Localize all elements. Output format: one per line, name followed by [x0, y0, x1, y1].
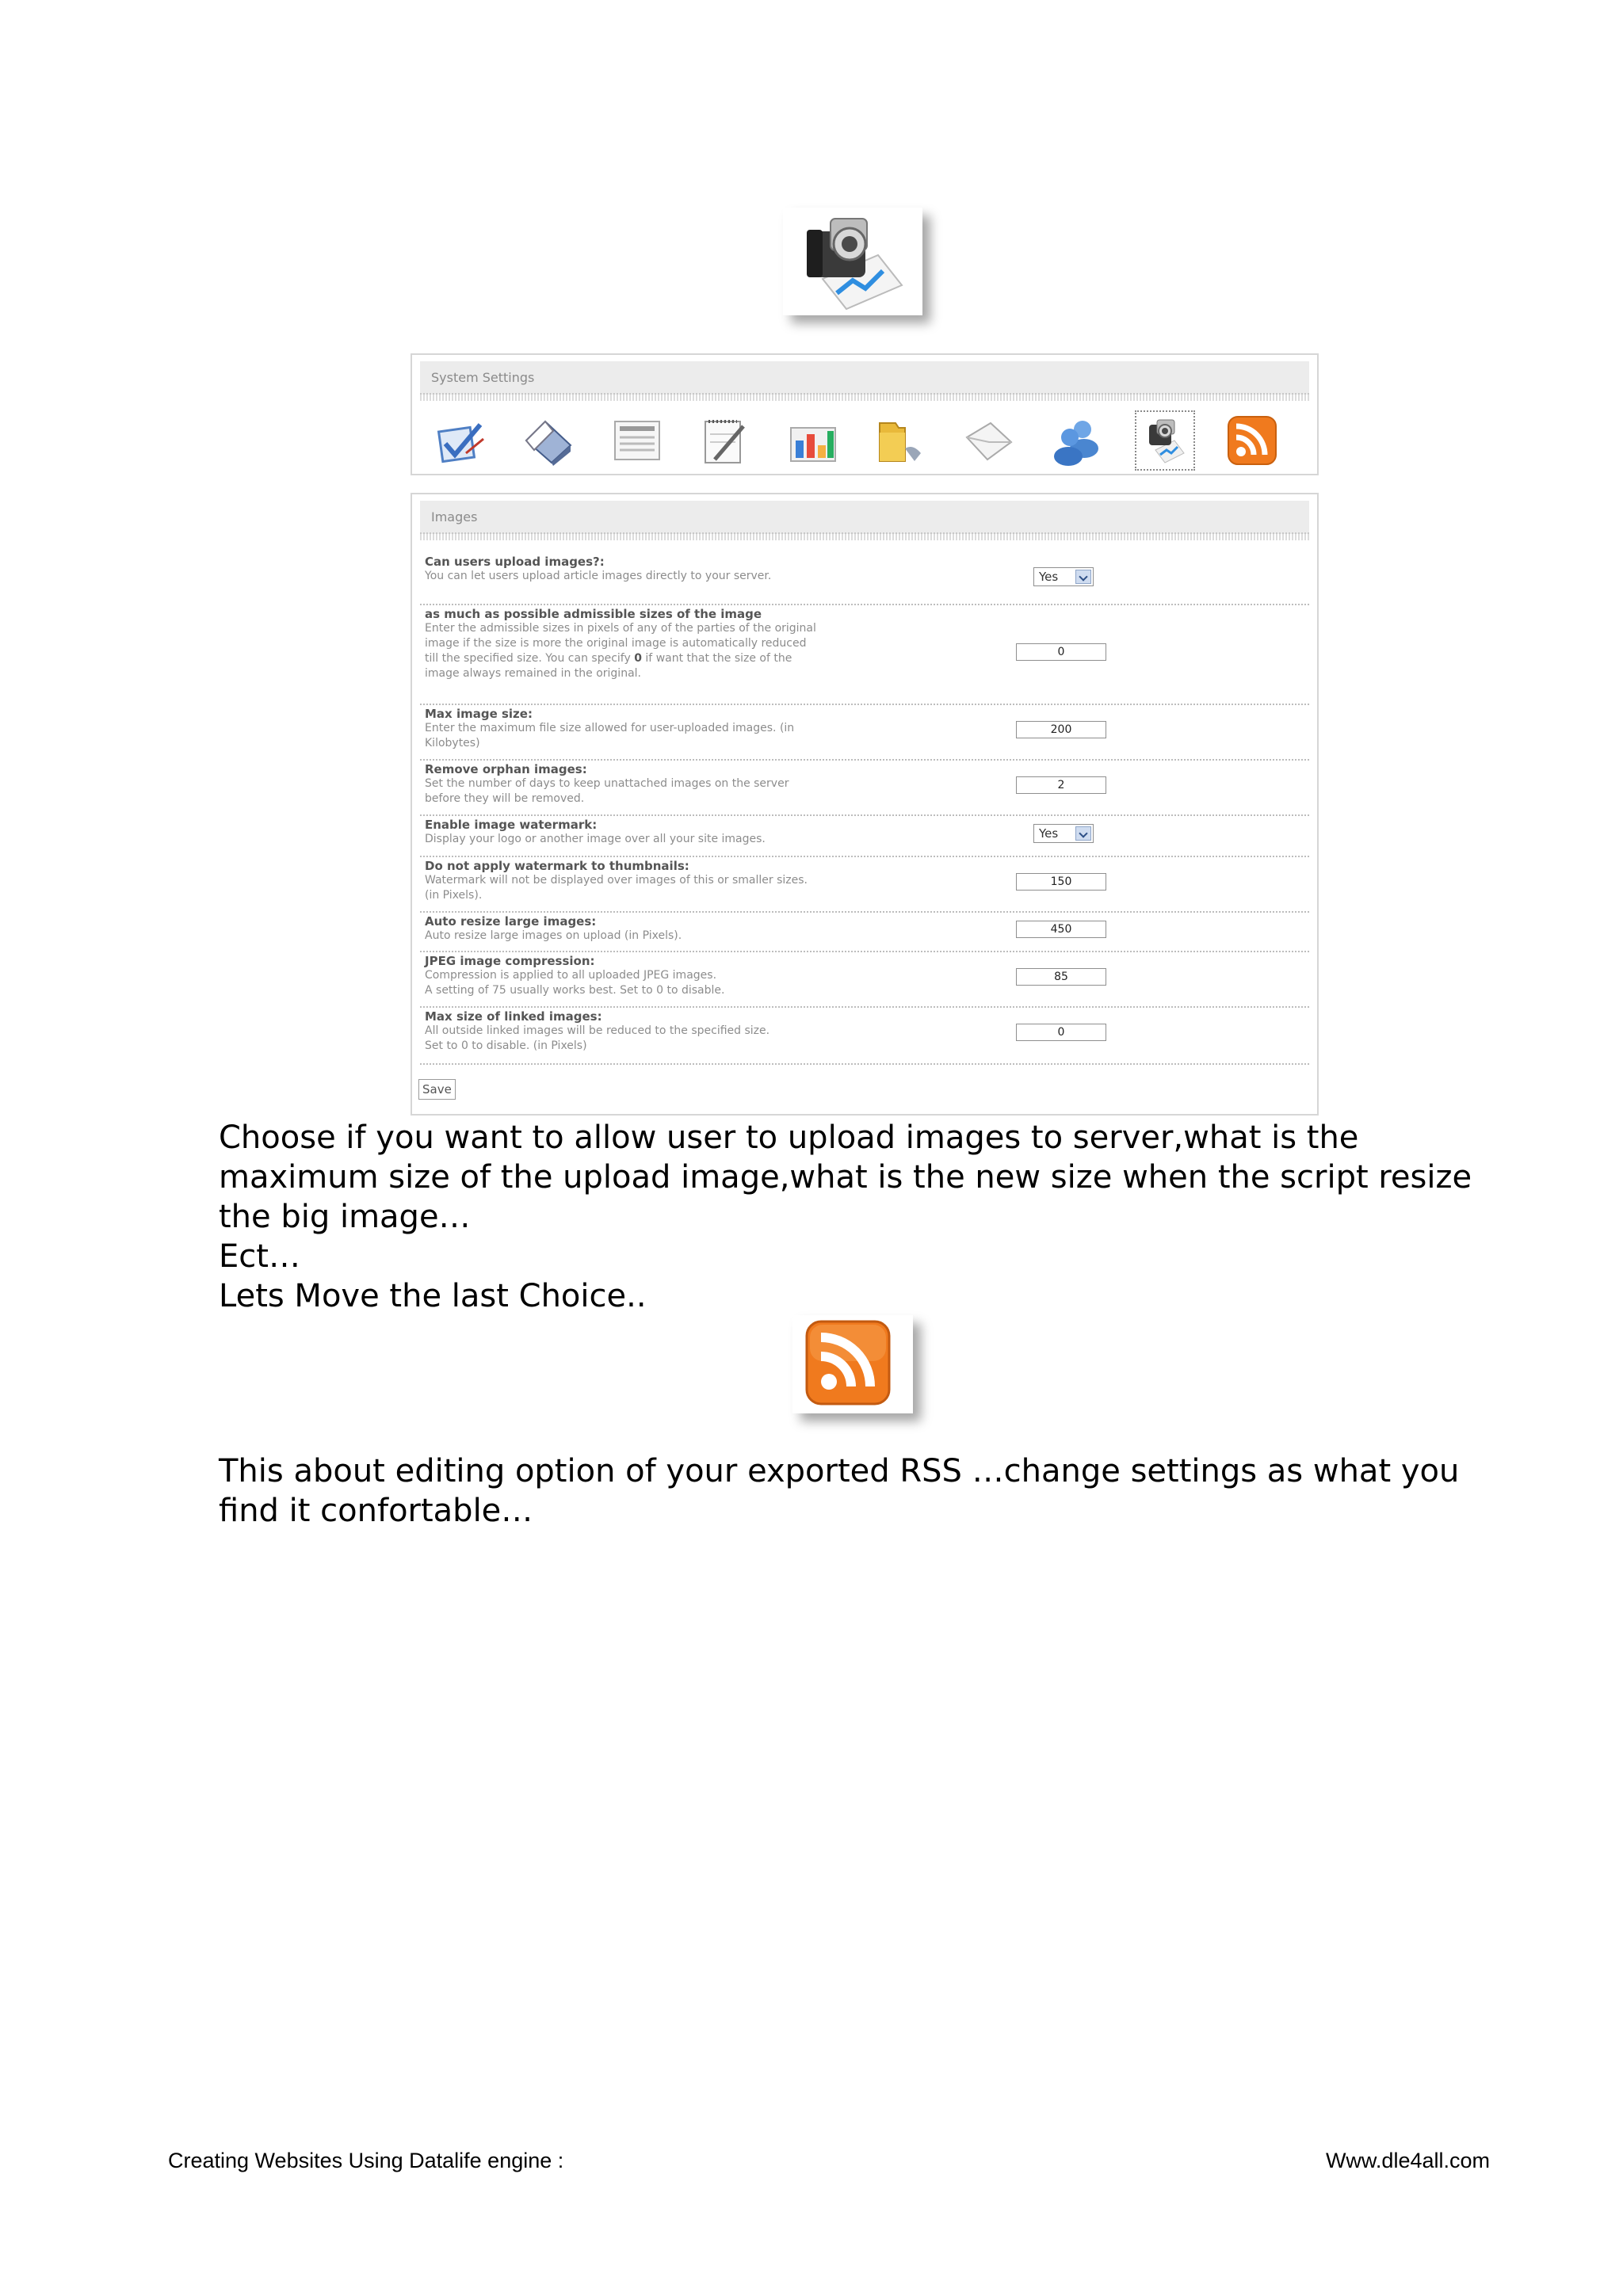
setting-description: Auto resize large images on upload (in Pixels). [425, 929, 682, 942]
rss-icon [792, 1315, 913, 1413]
setting-description: All outside linked images will be reduced to the specified size. Set to 0 to disable. (in Pixels) [425, 1024, 770, 1052]
title-hatch-divider [420, 534, 1309, 540]
setting-description: Enter the maximum file size allowed for user-uploaded images. (in Kilobytes) [425, 722, 795, 749]
setting-row [420, 911, 1309, 952]
chevron-down-icon[interactable] [1075, 826, 1091, 841]
setting-input[interactable] [1016, 776, 1106, 794]
setting-title: as much as possible admissible sizes of the image [425, 607, 762, 621]
system-settings-panel [411, 353, 1319, 475]
rss-icon-card [792, 1315, 913, 1413]
setting-input[interactable] [1016, 643, 1106, 661]
setting-row [420, 1006, 1309, 1065]
select-value: Yes [1039, 570, 1059, 584]
email-icon[interactable] [962, 414, 1016, 467]
setting-description: Compression is applied to all uploaded JPEG images. A setting of 75 usually works best. Set to 0 to disable. [425, 969, 725, 997]
setting-row [420, 604, 1309, 705]
setting-row [420, 704, 1309, 761]
setting-row [420, 951, 1309, 1008]
setting-row [420, 814, 1309, 857]
footer-website-link[interactable]: Www.dle4all.com [1325, 2149, 1490, 2172]
editing-icon[interactable] [697, 414, 751, 467]
setting-title: JPEG image compression: [425, 954, 595, 968]
chevron-down-icon[interactable] [1075, 570, 1091, 584]
paragraph-rss-description: This about editing option of your exported RSS …change settings as what you find it confortable… [219, 1453, 1460, 1529]
setting-select[interactable] [1033, 567, 1094, 586]
news-icon[interactable] [610, 414, 664, 467]
images-icon[interactable] [1138, 414, 1192, 467]
setting-description: Watermark will not be displayed over images of this or smaller sizes. (in Pixels). [425, 874, 808, 902]
setting-input[interactable] [1016, 921, 1106, 938]
users-icon[interactable] [1049, 414, 1103, 467]
setting-input[interactable] [1016, 968, 1106, 986]
statistics-icon[interactable] [786, 414, 840, 467]
images-panel-title: Images [420, 501, 1309, 534]
setting-select[interactable] [1033, 824, 1094, 843]
setting-row [420, 759, 1309, 816]
setting-title: Auto resize large images: [425, 914, 597, 929]
setting-input[interactable] [1016, 1024, 1106, 1041]
files-icon[interactable] [873, 414, 927, 467]
title-hatch-divider [420, 395, 1309, 401]
setting-title: Remove orphan images: [425, 762, 587, 776]
select-value: Yes [1039, 826, 1059, 841]
setting-input[interactable] [1016, 873, 1106, 891]
rss-icon[interactable] [1225, 414, 1279, 467]
setting-row [420, 856, 1309, 913]
setting-input[interactable] [1016, 721, 1106, 738]
paragraph-upload-description [219, 1118, 1518, 1276]
images-settings-icon-card [783, 208, 922, 315]
paragraph-text-continued: Ect… [219, 1238, 300, 1275]
system-settings-title: System Settings [420, 361, 1309, 395]
setting-description: Set the number of days to keep unattached images on the server before they will be removed. [425, 777, 789, 805]
paragraph-next-choice: Lets Move the last Choice.. [219, 1278, 647, 1314]
security-icon[interactable] [521, 414, 575, 467]
setting-title: Enable image watermark: [425, 818, 598, 832]
images-settings-panel [411, 493, 1319, 1116]
general-settings-icon[interactable] [434, 414, 488, 467]
setting-description: You can let users upload article images directly to your server. [425, 570, 772, 582]
setting-description: Enter the admissible sizes in pixels of any of the parties of the original image if the size is more the original image is automatically reduced till the specified size. You can specify 0 if want that the size of the image always remained in the original. [425, 622, 816, 680]
save-button[interactable]: Save [418, 1079, 456, 1100]
setting-description: Display your logo or another image over all your site images. [425, 833, 766, 845]
setting-title: Max image size: [425, 707, 533, 721]
footer-left-text: Creating Websites Using Datalife engine : [168, 2149, 564, 2172]
setting-row [420, 551, 1309, 605]
setting-title: Do not apply watermark to thumbnails: [425, 859, 689, 873]
paragraph-text: Choose if you want to allow user to upload images to server,what is the maximum size of the upload image,what is the new size when the script resize the big image… [219, 1119, 1472, 1235]
camera-icon [783, 208, 922, 315]
setting-title: Can users upload images?: [425, 555, 605, 569]
setting-title: Max size of linked images: [425, 1009, 602, 1024]
